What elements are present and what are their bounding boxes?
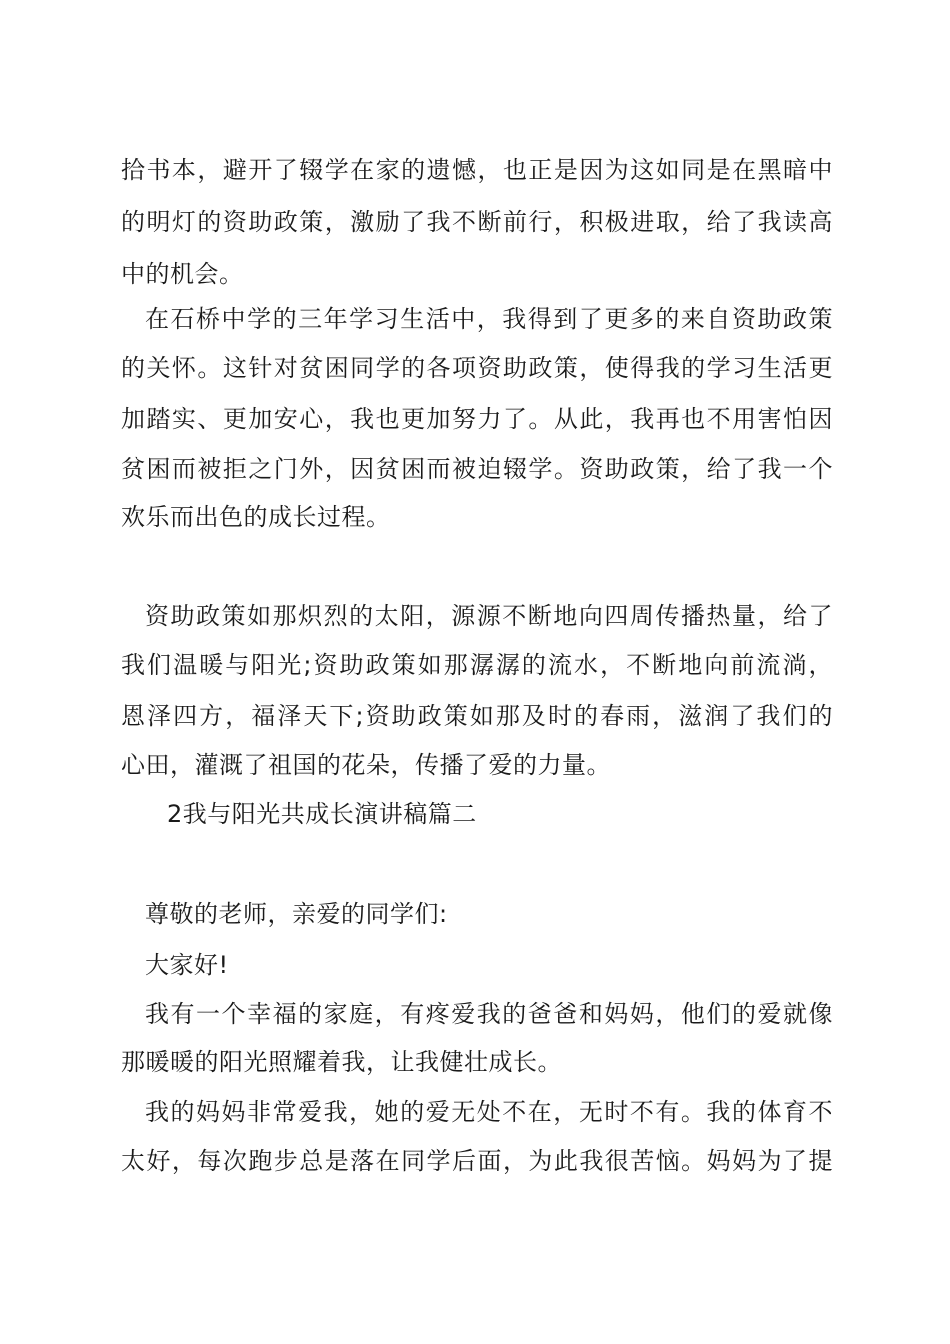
para5-line-2: 太好，每次跑步总是落在同学后面，为此我很苦恼。妈妈为了提	[121, 1147, 833, 1175]
para4-line-2: 那暖暖的阳光照耀着我，让我健壮成长。	[121, 1048, 562, 1076]
salutation: 尊敬的老师，亲爱的同学们:	[145, 900, 448, 928]
para2-line-1: 在石桥中学的三年学习生活中，我得到了更多的来自资助政策	[145, 305, 833, 333]
para2-line-2: 的关怀。这针对贫困同学的各项资助政策，使得我的学习生活更	[121, 354, 833, 382]
para3-line-3: 恩泽四方，福泽天下;资助政策如那及时的春雨，滋润了我们的	[121, 702, 833, 730]
para2-line-5: 欢乐而出色的成长过程。	[121, 503, 391, 531]
greeting: 大家好!	[145, 951, 229, 979]
para5-line-1: 我的妈妈非常爱我，她的爱无处不在，无时不有。我的体育不	[145, 1098, 833, 1126]
section-heading: 2我与阳光共成长演讲稿篇二	[167, 800, 477, 828]
para2-line-4: 贫困而被拒之门外，因贫困而被迫辍学。资助政策，给了我一个	[121, 455, 833, 483]
para1-line-3: 中的机会。	[121, 260, 244, 288]
para2-line-3: 加踏实、更加安心，我也更加努力了。从此，我再也不用害怕因	[121, 405, 833, 433]
para1-line-1: 拾书本，避开了辍学在家的遗憾，也正是因为这如同是在黑暗中	[121, 156, 833, 184]
para4-line-1: 我有一个幸福的家庭，有疼爱我的爸爸和妈妈，他们的爱就像	[145, 1000, 833, 1028]
para3-line-1: 资助政策如那炽烈的太阳，源源不断地向四周传播热量，给了	[145, 602, 833, 630]
para1-line-2: 的明灯的资助政策，激励了我不断前行，积极进取，给了我读高	[121, 208, 833, 236]
para3-line-4: 心田，灌溉了祖国的花朵，传播了爱的力量。	[121, 751, 611, 779]
para3-line-2: 我们温暖与阳光;资助政策如那潺潺的流水，不断地向前流淌，	[121, 651, 833, 679]
